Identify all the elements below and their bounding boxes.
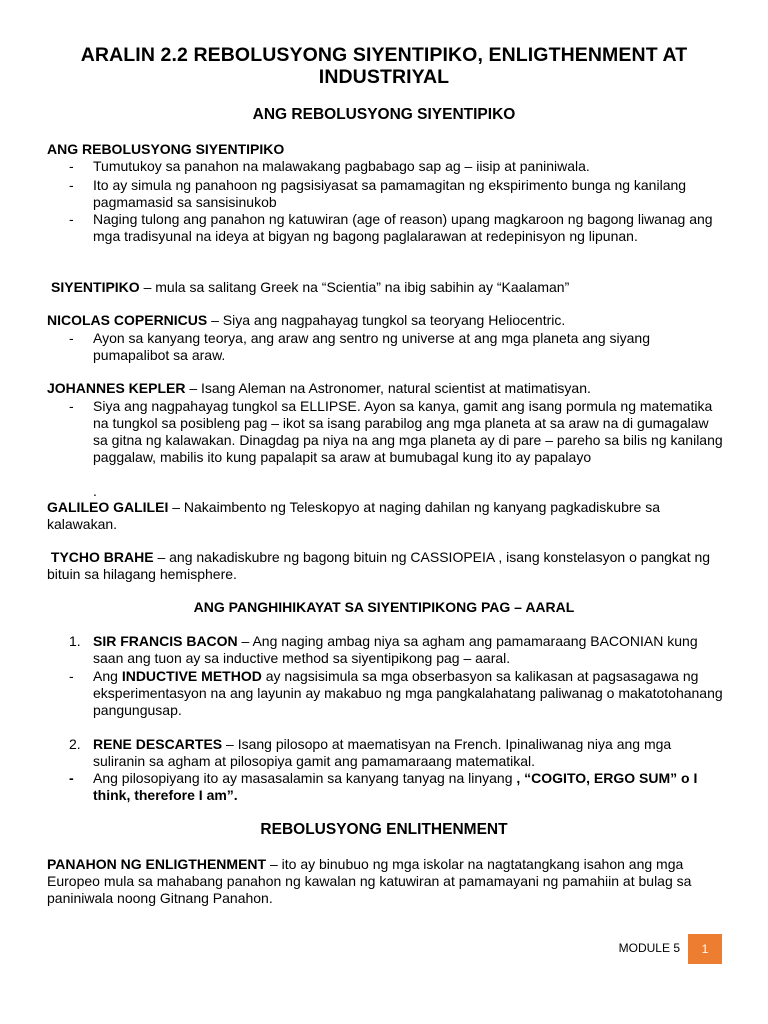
kepler-entry: JOHANNES KEPLER – Isang Aleman na Astronomer, natural scientist at matimatisyan. — [47, 380, 591, 396]
list-item: - Ang INDUCTIVE METHOD ay nagsisimula sa mga obserbasyon sa kalikasan at pagsasagawa ng eksperimentasyon na ang layunin ay makabuo ng mga pangkalahatang paliwanag o makatotohanang pangungusap. — [69, 668, 723, 718]
page-number-badge: 1 — [688, 934, 722, 964]
enlightenment-entry: PANAHON NG ENLIGTHENMENT – ito ay binubuo ng mga iskolar na nagtatangkang isahon ang mga Europeo mula sa mahabang panahon ng kawalan ng katuwiran at pamamayani ng pamahiin at bulag sa paniniwala noong Gitnang Panahon. — [47, 856, 692, 906]
list-item: - Tumutukoy sa panahon na malawakang pagbabago sap ag – iisip at paniniwala. — [69, 158, 590, 174]
copernicus-entry: NICOLAS COPERNICUS – Siya ang nagpahayag tungkol sa teoryang Heliocentric. — [47, 312, 566, 328]
section-heading-enlightenment: REBOLUSYONG ENLITHENMENT — [260, 821, 508, 838]
section-heading-siyentipiko: ANG REBOLUSYONG SIYENTIPIKO — [252, 106, 516, 123]
list-item: - Ayon sa kanyang teorya, ang araw ang sentro ng universe at ang mga planeta ang siyang pumapalibot sa araw. — [69, 330, 651, 363]
list-item: - Naging tulong ang panahon ng katuwiran (age of reason) upang magkaroon ng bagong liwanag ang mga tradisyunal na ideya at bigyan ng bagong paglalarawan at redepinisyon ng lipunan. — [69, 211, 713, 244]
list-item: - Ito ay simula ng panahoon ng pagsisiyasat sa pamamagitan ng ekspirimento bunga ng kanilang pagmamasid sa sansisinukob — [69, 177, 687, 210]
kepler-dot: . — [93, 483, 97, 499]
brahe-entry: TYCHO BRAHE – ang nakadiskubre ng bagong bituin ng CASSIOPEIA , isang konstelasyon o pangkat ng bituin sa hilagang hemisphere. — [47, 549, 711, 582]
section-heading-panghihikayat: ANG PANGHIHIKAYAT SA SIYENTIPIKONG PAG – AARAL — [193, 599, 575, 615]
list-item-bacon: 1. SIR FRANCIS BACON – Ang naging ambag niya sa agham ang pamamaraang BACONIAN kung saan ang tuon ay sa inductive method sa siyentipikong pag – aaral. — [69, 633, 698, 666]
footer-module-label: MODULE 5 — [618, 941, 680, 955]
list-item: - Ang pilosopiyang ito ay masasalamin sa kanyang tanyag na linyang , “COGITO, ERGO SUM” o I think, therefore I am”. — [69, 770, 698, 803]
list-item-descartes: 2. RENE DESCARTES – Isang pilosopo at maematisyan na French. Ipinaliwanag niya ang mga suliranin sa agham at pilosopiya gamit ang pamamaraang matematikal. — [69, 736, 672, 769]
galileo-entry: GALILEO GALILEI – Nakaimbento ng Teleskopyo at naging dahilan ng kanyang pagkadiskubre sa kalawakan. — [47, 499, 660, 532]
siyentipiko-definition: SIYENTIPIKO – mula sa salitang Greek na “Scientia” na ibig sabihin ay “Kaalaman” — [51, 279, 570, 295]
list-item: - Siya ang nagpahayag tungkol sa ELLIPSE. Ayon sa kanya, gamit ang isang pormula ng matematika na tungkol sa posibleng pag – ikot sa isang parabilog ang mga planeta at sa araw na di gumagalaw sa gitna ng kalawakan. Dinagdag pa niya na ang mga planeta ay di pare – pareho sa bilis ng kanilang paggalaw, mabilis ito kung papalapit sa araw at bumubagal kung ito ay papalayo — [69, 398, 723, 465]
rs-label: ANG REBOLUSYONG SIYENTIPIKO — [47, 141, 285, 157]
document-title: ARALIN 2.2 REBOLUSYONG SIYENTIPIKO, ENLIGTHENMENT AT INDUSTRIYAL — [80, 44, 688, 88]
